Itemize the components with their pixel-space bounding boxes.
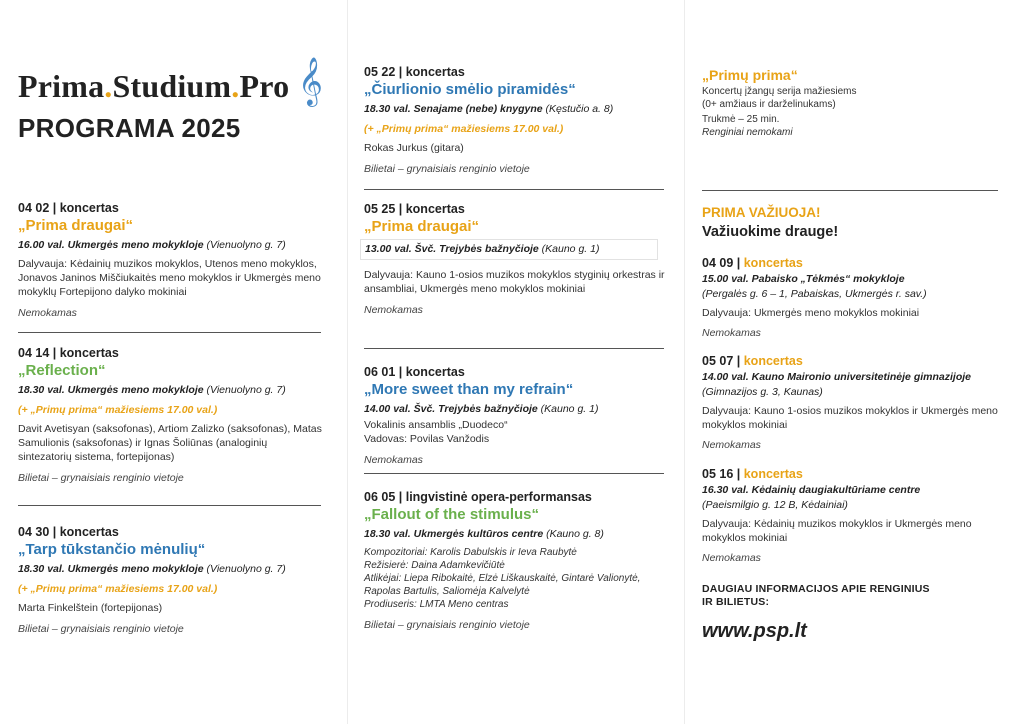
event-ensemble: Vokalinis ansamblis „Duodeco“	[364, 419, 508, 431]
event-address: (Pergalės g. 6 – 1, Pabaiskas, Ukmergės r. sav.)	[702, 288, 927, 300]
series-audience: (0+ amžiaus ir darželinukams)	[702, 99, 836, 110]
event-price: Nemokamas	[364, 304, 423, 316]
event-card	[364, 365, 669, 467]
credit-line: Režisierė: Daina Adamkevičiūtė	[364, 560, 505, 571]
event-participants: Dalyvauja: Kėdainių muzikos mokyklos, Utenos meno mokyklos, Jonavos Janinos Miščiukaitės meno mokyklos ir Ukmergės meno mokyklų Fortepijono dalyko mokiniai	[18, 258, 321, 298]
credit-line: Kompozitoriai: Karolis Dabulskis ir Ieva Raubytė	[364, 547, 577, 558]
event-card	[364, 202, 669, 317]
more-info-label	[702, 583, 930, 609]
event-date: 05 25 | koncertas	[364, 202, 465, 216]
event-note: (+ „Primų prima“ mažiesiems 17.00 val.)	[18, 404, 218, 416]
event-participants: Dalyvauja: Ukmergės meno mokyklos mokiniai	[702, 307, 920, 319]
event-title: „Reflection“	[18, 362, 106, 379]
event-note: (+ „Primų prima“ mažiesiems 17.00 val.)	[18, 583, 218, 595]
event-note: (+ „Primų prima“ mažiesiems 17.00 val.)	[364, 123, 564, 135]
event-title: „More sweet than my refrain“	[364, 381, 574, 398]
event-title: „Fallout of the stimulus“	[364, 506, 539, 523]
website-link[interactable]: www.psp.lt	[702, 620, 807, 642]
credit-line: Atlikėjai: Liepa Ribokaitė, Elzė Liškauskaitė, Gintarė Valionytė, Rapolas Bartulis, Saliomėja Kalvelytė	[364, 573, 641, 597]
event-title: „Čiurlionio smėlio piramidės“	[364, 81, 576, 98]
more-info-line: IR BILIETUS:	[702, 596, 770, 608]
more-info-line: DAUGIAU INFORMACIJOS APIE RENGINIUS	[702, 583, 930, 595]
event-date: 05 07 | koncertas	[702, 354, 803, 368]
event-price: Nemokamas	[702, 552, 761, 564]
divider	[18, 505, 321, 506]
event-venue: 14.00 val. Kauno Maironio universitetinėje gimnazijoje	[702, 371, 971, 383]
event-card	[364, 65, 669, 176]
event-date: 06 05 | lingvistinė opera-performansas	[364, 490, 592, 504]
event-card	[18, 346, 323, 485]
event-price: Bilietai – grynaisiais renginio vietoje	[364, 619, 530, 631]
event-participants: Rokas Jurkus (gitara)	[364, 142, 464, 154]
event-date: 04 09 | koncertas	[702, 256, 803, 270]
program-title: PROGRAMA 2025	[18, 113, 241, 143]
event-venue: 13.00 val. Švč. Trejybės bažnyčioje (Kauno g. 1)	[360, 239, 658, 260]
event-date: 05 22 | koncertas	[364, 65, 465, 79]
logo-text: Prima.Studium.Pro	[18, 68, 290, 104]
event-address: (Gimnazijos g. 3, Kaunas)	[702, 386, 823, 398]
primu-prima-info	[702, 66, 1002, 139]
event-price: Nemokamas	[18, 307, 77, 319]
fold-line	[347, 0, 348, 724]
tour-heading: PRIMA VAŽIUOJA!	[702, 205, 821, 220]
divider	[364, 348, 664, 349]
fold-line	[684, 0, 685, 724]
event-participants: Dalyvauja: Kauno 1-osios muzikos mokyklos ir Ukmergės meno mokyklos mokiniai	[702, 405, 998, 431]
event-venue: 14.00 val. Švč. Trejybės bažnyčioje (Kauno g. 1)	[364, 403, 599, 415]
divider	[364, 473, 664, 474]
event-price: Bilietai – grynaisiais renginio vietoje	[18, 623, 184, 635]
divider	[364, 189, 664, 190]
event-venue: 16.00 val. Ukmergės meno mokykloje (Vienuolyno g. 7)	[18, 239, 286, 251]
event-card	[702, 256, 1002, 340]
event-price: Nemokamas	[364, 454, 423, 466]
event-date: 06 01 | koncertas	[364, 365, 465, 379]
event-card	[364, 490, 669, 632]
event-director: Vadovas: Povilas Vanžodis	[364, 433, 490, 445]
event-price: Nemokamas	[702, 327, 761, 339]
event-venue: 15.00 val. Pabaisko „Tėkmės“ mokykloje	[702, 273, 905, 285]
event-venue: 16.30 val. Kėdainių daugiakultūriame centre	[702, 484, 921, 496]
event-participants: Dalyvauja: Kėdainių muzikos mokyklos ir Ukmergės meno mokyklos mokiniai	[702, 518, 972, 544]
event-participants: Davit Avetisyan (saksofonas), Artiom Zalizko (saksofonas), Matas Samulionis (saksofonas) ir Ignas Šoliūnas (analoginių sintezatorių sistema, fortepijonas)	[18, 423, 322, 463]
event-card	[18, 201, 323, 320]
event-card	[702, 354, 1002, 452]
event-venue: 18.30 val. Ukmergės meno mokykloje (Vienuolyno g. 7)	[18, 563, 286, 575]
series-price: Renginiai nemokami	[702, 127, 793, 138]
event-date: 04 14 | koncertas	[18, 346, 119, 360]
event-venue: 18.30 val. Ukmergės meno mokykloje (Vienuolyno g. 7)	[18, 384, 286, 396]
event-venue: 18.30 val. Senajame (nebe) knygyne (Kęstučio a. 8)	[364, 103, 614, 115]
event-participants: Dalyvauja: Kauno 1-osios muzikos mokyklos styginių orkestras ir ansambliai, Ukmergės meno mokyklos mokiniai	[364, 269, 665, 295]
tour-subheading: Važiuokime drauge!	[702, 224, 839, 240]
event-date: 04 30 | koncertas	[18, 525, 119, 539]
treble-clef-icon: 𝄞	[298, 56, 323, 105]
event-price: Bilietai – grynaisiais renginio vietoje	[364, 163, 530, 175]
series-duration: Trukmė – 25 min.	[702, 114, 780, 125]
event-price: Nemokamas	[702, 439, 761, 451]
event-title: „Prima draugai“	[364, 218, 480, 235]
divider	[702, 190, 998, 191]
event-participants: Marta Finkelštein (fortepijonas)	[18, 602, 163, 614]
event-venue: 18.30 val. Ukmergės kultūros centre (Kauno g. 8)	[364, 528, 604, 540]
event-credits	[364, 546, 669, 611]
divider	[18, 332, 321, 333]
event-title: „Tarp tūkstančio mėnulių“	[18, 541, 206, 558]
event-title: „Prima draugai“	[18, 217, 134, 234]
series-title: „Primų prima“	[702, 67, 798, 83]
event-card	[18, 525, 323, 636]
event-card	[702, 467, 1002, 565]
event-address: (Paeismilgio g. 12 B, Kėdainiai)	[702, 499, 848, 511]
credit-line: Prodiuseris: LMTA Meno centras	[364, 599, 509, 610]
event-date: 05 16 | koncertas	[702, 467, 803, 481]
event-date: 04 02 | koncertas	[18, 201, 119, 215]
event-price: Bilietai – grynaisiais renginio vietoje	[18, 472, 184, 484]
series-description: Koncertų įžangų serija mažiesiems	[702, 86, 857, 97]
